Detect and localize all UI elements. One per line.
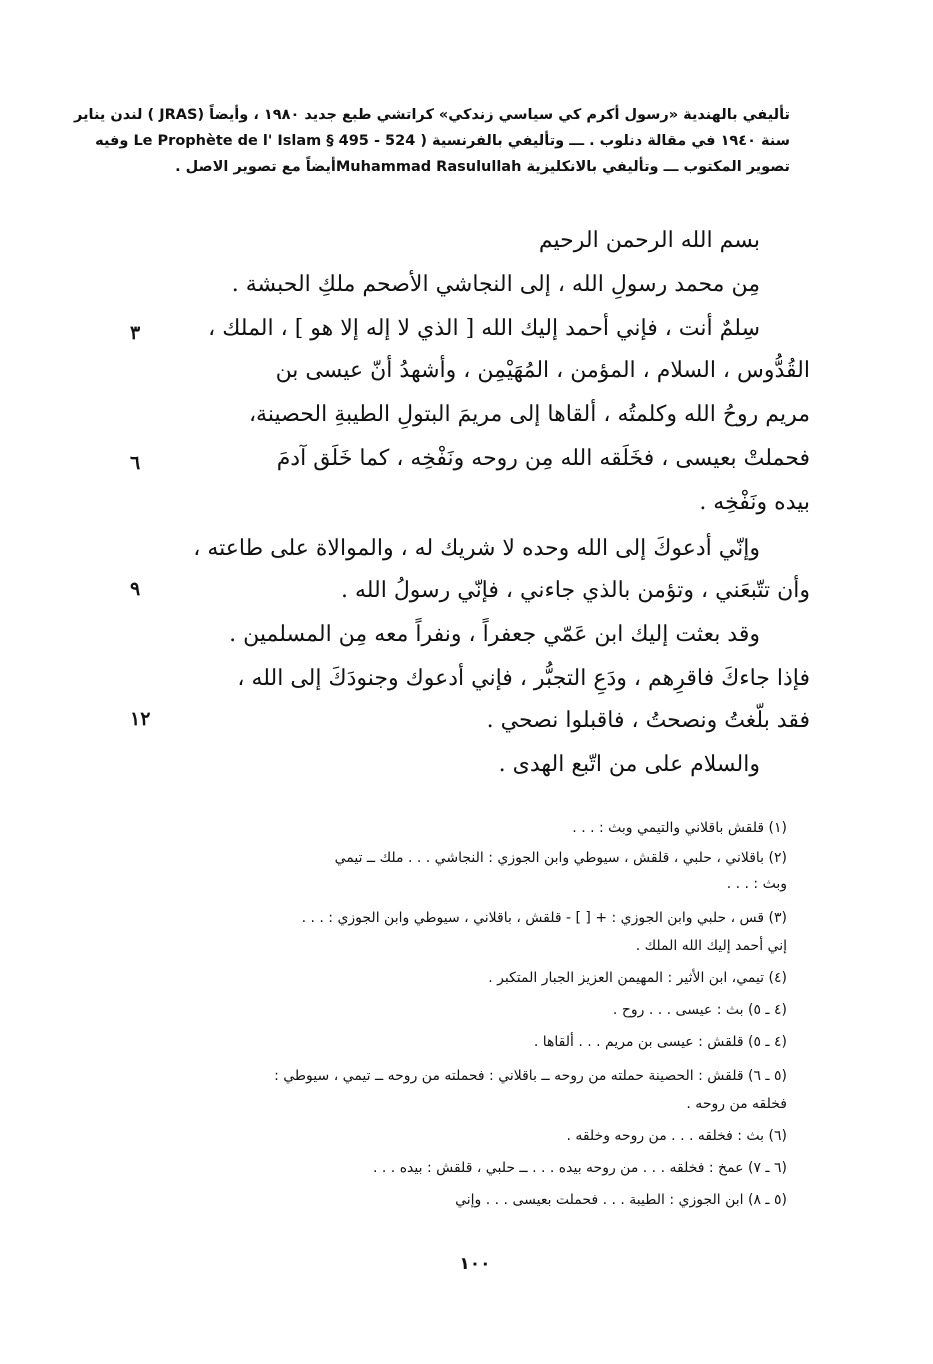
- letter-line: بيده ونَفْخِه .: [699, 490, 810, 515]
- footnote-continuation: فخلقه من روحه .: [686, 1096, 787, 1112]
- letter-line: وقد بعثت إليك ابن عَمّي جعفراً ، ونفراً معه مِن المسلمين .: [229, 622, 760, 647]
- letter-line: فحملتْ بعيسى ، فخَلَقه الله مِن روحه ونَفْخِه ، كما خَلَق آدمَ: [276, 446, 810, 471]
- letter-line: وأن تتّبعَني ، وتؤمن بالذي جاءني ، فإنّي رسولُ الله .: [340, 578, 810, 603]
- footnote: (٤ ـ ٥) قلقش : عيسى بن مريم . . . ألقاها .: [533, 1034, 787, 1050]
- line-number: ٦: [130, 452, 141, 474]
- line-number: ٩: [130, 578, 141, 600]
- footnote: (٥ ـ ٨) ابن الجوزي : الطيبة . . . فحملت بعيسى . . . وإني: [455, 1192, 787, 1208]
- line-number: ٣: [130, 322, 141, 344]
- page-number: ١٠٠: [459, 1254, 491, 1274]
- footnote-continuation: إني أحمد إليك الله الملك .: [635, 938, 787, 954]
- footnote: (٤) تيمي، ابن الأثير : المهيمن العزيز الجبار المتكبر .: [488, 970, 787, 986]
- letter-line: فإذا جاءكَ فاقرِهم ، ودَعِ التجبُّر ، فإني أدعوك وجنودَكَ إلى الله ،: [237, 666, 810, 691]
- footnote: (٤ ـ ٥) بث : عيسى . . . روح .: [612, 1002, 787, 1018]
- letter-line: سِلمٌ أنت ، فإني أحمد إليك الله [ الذي لا إله إلا هو ] ، الملك ،: [208, 316, 760, 341]
- letter-line: فقد بلّغتُ ونصحتُ ، فاقبلوا نصحي .: [486, 708, 810, 733]
- footnote: (٢) باقلاني ، حلبي ، قلقش ، سيوطي وابن الجوزي : النجاشي . . . ملك ــ تيمي: [334, 850, 787, 866]
- footnote-continuation: وبث : . . .: [726, 876, 787, 892]
- footnote: (٦) بث : فخلقه . . . من روحه وخلقه .: [566, 1128, 787, 1144]
- intro-line: تأليفي بالهندية «رسول أكرم كي سياسي زندكي» كراتشي طبع جديد ١٩٨٠ ، وأيضاً (JRAS ) لندن يناير: [74, 107, 790, 123]
- intro-note: [74, 102, 790, 180]
- line-number: ١٢: [130, 708, 151, 730]
- letter-line: مِن محمد رسولِ الله ، إلى النجاشي الأصحم ملكِ الحبشة .: [231, 272, 760, 297]
- footnote: (٥ ـ ٦) قلقش : الحصينة حملته من روحه ــ باقلاني : فحملته من روحه ــ تيمي ، سيوطي :: [274, 1068, 787, 1084]
- footnote: (١) قلقش باقلاني والتيمي وبث : . . .: [572, 820, 787, 836]
- footnote: (٦ ـ ٧) عمخ : فخلقه . . . من روحه بيده . . . ــ حلبي ، قلقش : بيده . . .: [373, 1160, 787, 1176]
- intro-line: تصوير المكتوب ـــ وتأليفي بالانكليزية Muhammad Rasulullahأيضاً مع تصوير الاصل .: [175, 159, 790, 175]
- letter-line: مريم روحُ الله وكلمتُه ، ألقاها إلى مريمَ البتولِ الطيبةِ الحصينة،: [248, 402, 810, 427]
- footnote: (٣) قس ، حلبي وابن الجوزي : + [ ] - قلقش ، باقلاني ، سيوطي وابن الجوزي : . . .: [301, 910, 787, 926]
- intro-line: سنة ١٩٤٠ في مقالة دنلوب . ـــ وتأليفي بالفرنسية ( 524 - 495 § Le Prophète de l' Islam وفيه: [95, 133, 790, 149]
- letter-line: وإنّي أدعوكَ إلى الله وحده لا شريك له ، والموالاة على طاعته ،: [193, 536, 760, 561]
- letter-line-basmala: بسم الله الرحمن الرحيم: [538, 228, 760, 253]
- letter-line: القُدُّوس ، السلام ، المؤمن ، المُهَيْمِن ، وأشهدُ أنّ عيسى بن: [275, 358, 810, 383]
- letter-line: والسلام على من اتّبع الهدى .: [498, 752, 760, 777]
